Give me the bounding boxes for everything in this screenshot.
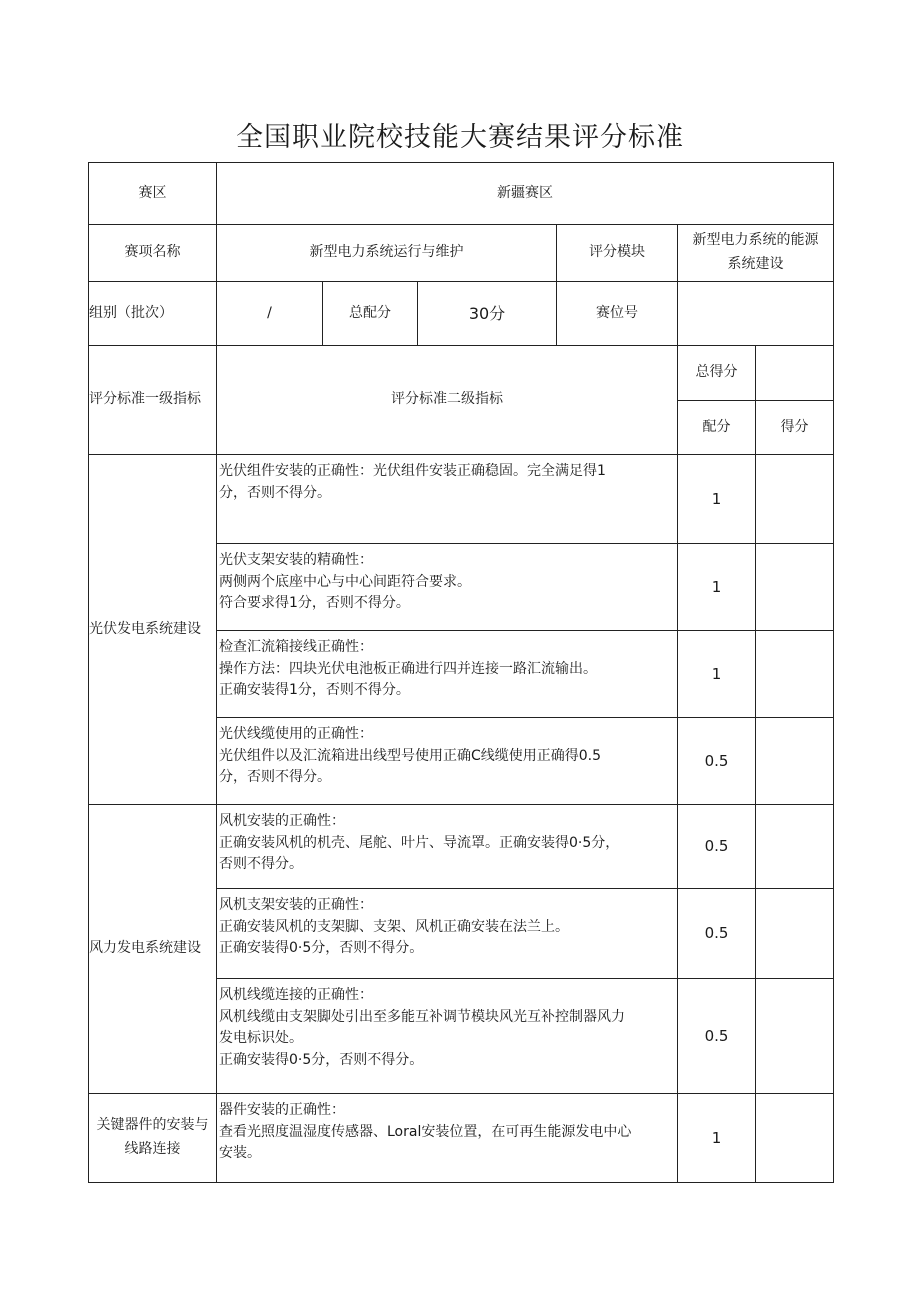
criterion-line: 发电标识处。 <box>219 1030 303 1047</box>
module-value <box>678 225 834 282</box>
category-line: 线路连接 <box>124 1141 181 1157</box>
points-cell: 0.5 <box>678 718 756 805</box>
region-value: 新疆赛区 <box>217 163 834 225</box>
points-cell: 1 <box>678 544 756 631</box>
level1-header: 评分标准一级指标 <box>89 346 217 455</box>
event-label: 赛项名称 <box>89 225 217 282</box>
criterion-line: 操作方法：四块光伏电池板正确进行四并连接一路汇流输出。 <box>219 660 597 677</box>
score-cell <box>756 455 834 544</box>
points-cell: 1 <box>678 455 756 544</box>
criterion-line: 光伏组件安装的正确性：光伏组件安装正确稳固。完全满足得1 <box>219 463 606 479</box>
criterion-line: 分，否则不得分。 <box>219 769 331 786</box>
criterion-line: 光伏支架安装的精确性： <box>219 552 373 568</box>
criterion-line: 风机线缆连接的正确性： <box>219 987 373 1003</box>
criterion <box>217 718 678 805</box>
region-label: 赛区 <box>89 163 217 225</box>
category-pv: 光伏发电系统建设 <box>89 455 217 805</box>
criterion <box>217 1094 678 1183</box>
category-line: 关键器件的安装与 <box>96 1117 209 1134</box>
total-score-header: 总得分 <box>678 346 756 401</box>
group-value: / <box>217 282 323 346</box>
event-row <box>89 225 834 282</box>
score-cell <box>756 631 834 718</box>
points-cell: 1 <box>678 1094 756 1183</box>
criterion-line: 分，否则不得分。 <box>219 484 331 501</box>
points-cell: 0.5 <box>678 889 756 979</box>
criterion-line: 器件安装的正确性： <box>219 1102 345 1118</box>
criterion <box>217 979 678 1094</box>
criterion-line: 正确安装风机的支架脚、支架、风机正确安装在法兰上。 <box>219 918 569 935</box>
table-row <box>89 455 834 544</box>
seat-label: 赛位号 <box>557 282 678 346</box>
criterion <box>217 631 678 718</box>
score-cell <box>756 544 834 631</box>
criterion-line: 风机线缆由支架脚处引出至多能互补调节模块风光互补控制器风力 <box>219 1008 625 1025</box>
criterion-line: 安装。 <box>219 1145 261 1162</box>
category-devices <box>89 1094 217 1183</box>
criterion-line: 正确安装得0·5分，否则不得分。 <box>219 940 424 957</box>
group-label: 组别（批次） <box>89 282 217 346</box>
module-label: 评分模块 <box>557 225 678 282</box>
score-header: 得分 <box>756 401 834 455</box>
points-cell: 0.5 <box>678 979 756 1094</box>
total-points-label: 总配分 <box>323 282 418 346</box>
region-row <box>89 163 834 225</box>
score-cell <box>756 889 834 979</box>
table-row <box>89 805 834 889</box>
score-cell <box>756 1094 834 1183</box>
total-points-value: 30分 <box>418 282 557 346</box>
criterion-line: 风机支架安装的正确性： <box>219 897 373 913</box>
points-cell: 1 <box>678 631 756 718</box>
module-value-line2: 系统建设 <box>727 256 784 272</box>
criterion <box>217 805 678 889</box>
criterion-line: 否则不得分。 <box>219 856 303 873</box>
criterion-line: 两侧两个底座中心与中心间距符合要求。 <box>219 573 471 590</box>
criterion <box>217 455 678 544</box>
level2-header: 评分标准二级指标 <box>217 346 678 455</box>
score-cell <box>756 805 834 889</box>
module-value-line1: 新型电力系统的能源 <box>692 232 819 249</box>
page-title: 全国职业院校技能大赛结果评分标准 <box>236 122 684 153</box>
group-row <box>89 282 834 346</box>
criterion-line: 符合要求得1分，否则不得分。 <box>219 595 410 612</box>
criterion-line: 风机安装的正确性： <box>219 813 345 829</box>
points-header: 配分 <box>678 401 756 455</box>
event-value: 新型电力系统运行与维护 <box>217 225 557 282</box>
criterion <box>217 889 678 979</box>
score-cell <box>756 979 834 1094</box>
score-cell <box>756 718 834 805</box>
seat-value <box>678 282 834 346</box>
scoring-table <box>88 162 834 1183</box>
column-header-row <box>89 346 834 401</box>
criterion-line: 查看光照度温湿度传感器、Loral安装位置，在可再生能源发电中心 <box>219 1123 632 1140</box>
criterion-line: 光伏组件以及汇流箱进出线型号使用正确C线缆使用正确得0.5 <box>219 747 602 764</box>
category-wind: 风力发电系统建设 <box>89 805 217 1094</box>
points-cell: 0.5 <box>678 805 756 889</box>
criterion-line: 正确安装得0·5分，否则不得分。 <box>219 1052 424 1069</box>
criterion-line: 检查汇流箱接线正确性： <box>219 639 373 655</box>
criterion-line: 正确安装得1分，否则不得分。 <box>219 682 410 699</box>
table-row <box>89 1094 834 1183</box>
total-score-value <box>756 346 834 401</box>
criterion <box>217 544 678 631</box>
criterion-line: 正确安装风机的机壳、尾舵、叶片、导流罩。正确安装得0·5分， <box>219 834 620 851</box>
criterion-line: 光伏线缆使用的正确性： <box>219 726 373 742</box>
